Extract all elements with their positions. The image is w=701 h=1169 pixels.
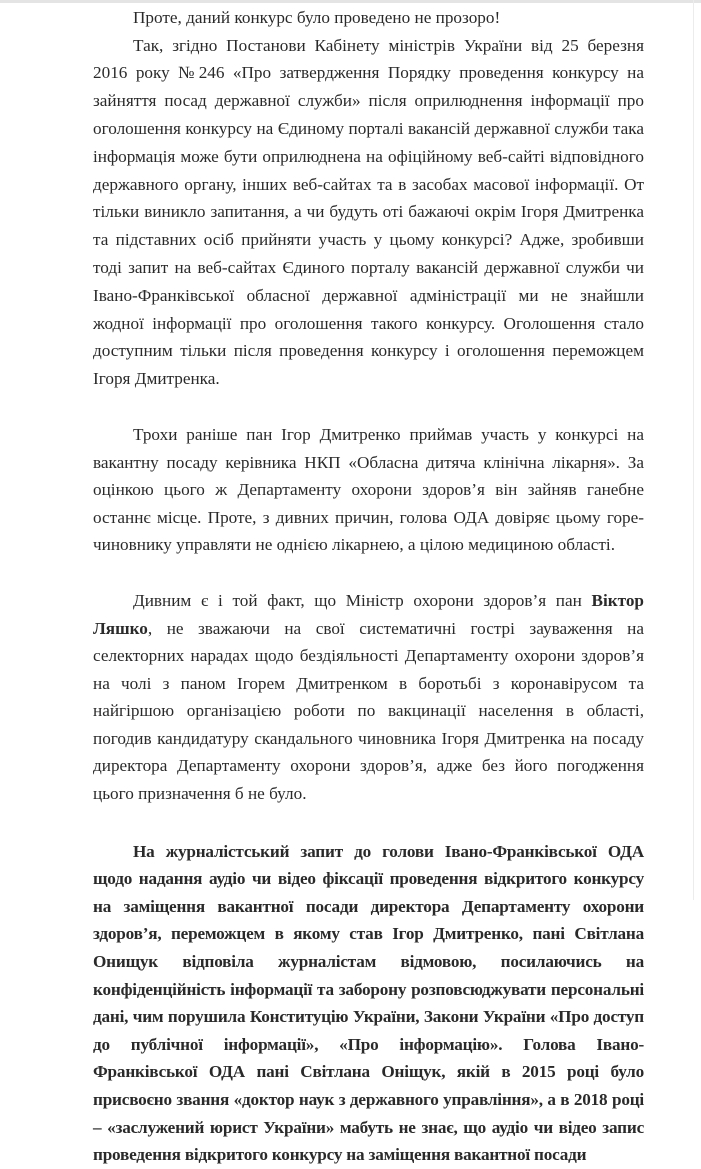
paragraph-journalist-request: На журналістський запит до голови Івано-Франківської ОДА щодо надання аудіо чи відео фіксації проведення відкритого конкурсу на заміщення вакантної посади директора Департаменту охорони здоров’я, переможцем в якому став Ігор Дмитренко, пані Світлана Онищук відповіла журналістам відмовою, посилаючись на конфіденційність інформації та заборону розповсюджувати персональні дані, чим порушила Конституцію України, Закони України «Про доступ до публічної інформації», «Про інформацію». Голова Івано-Франківської ОДА пані Світлана Оніщук, якій в 2015 році було присвоєно звання «доктор наук з державного управління», а в 2018 році – «заслужений юрист України» мабуть не знає, що аудіо чи відео запис проведення відкритого конкурсу на заміщення вакантної посади xyxy=(93,841,644,1165)
paragraph-resolution: Так, згідно Постанови Кабінету міністрів України від 25 березня 2016 року №246 «Про затвердження Порядку проведення конкурсу на зайняття посад державної служби» після оприлюднення інформації про оголошення конкурсу на Єдиному порталі вакансій державної служби така інформація може бути оприлюднена на офіційному веб-сайті відповідного державного органу, інших веб-сайтах та в засобах масової інформації. От тільки виникло запитання, а чи будуть оті бажаючі окрім Ігоря Дмитренка та підставних осіб прийняти участь у цьому конкурсі? Адже, зробивши тоді запит на веб-сайтах Єдиного порталу вакансій державної служби чи Івано-Франківської обласної державної адміністрації ми не знайшли жодної інформації про оголошення такого конкурсу. Оголошення стало доступним тільки після проведення конкурсу і оголошення переможцем Ігоря Дмитренка. xyxy=(93,35,644,389)
paragraph-intro: Проте, даний конкурс було проведено не прозоро! xyxy=(133,8,501,27)
minister-name: Віктор Ляшко xyxy=(93,590,644,638)
page-top-border xyxy=(0,0,701,3)
paragraph-minister xyxy=(93,587,644,808)
text-before-name: Дивним є і той факт, що Міністр охорони здоров’я пан xyxy=(133,590,592,610)
text-after-name: , не зважаючи на свої систематичні гострі зауваження на селекторних нарадах щодо бездіяльності Департаменту охорони здоров’я на чолі з паном Ігорем Дмитренком в боротьбі з коронавірусом та найгіршою організацією роботи по вакцинації населення в області, погодив кандидатуру скандального чиновника Ігоря Дмитренка на посаду директора Департаменту охорони здоров’я, адже без його погодження цього призначення б не було. xyxy=(93,618,644,804)
paragraph-spacer xyxy=(93,393,644,421)
page-right-edge xyxy=(693,0,694,900)
paragraph-previous-contest: Трохи раніше пан Ігор Дмитренко приймав участь у конкурсі на вакантну посаду керівника НКП «Обласна дитяча клінічна лікарня». За оцінкою цього ж Департаменту охорони здоров’я він зайняв ганебне останнє місце. Проте, з дивних причин, голова ОДА довіряє цьому горе-чиновнику управляти не однією лікарнею, а цілою медициною області. xyxy=(93,424,644,555)
paragraph-spacer xyxy=(93,559,644,587)
document-page xyxy=(93,4,644,1169)
paragraph-spacer xyxy=(93,808,644,838)
